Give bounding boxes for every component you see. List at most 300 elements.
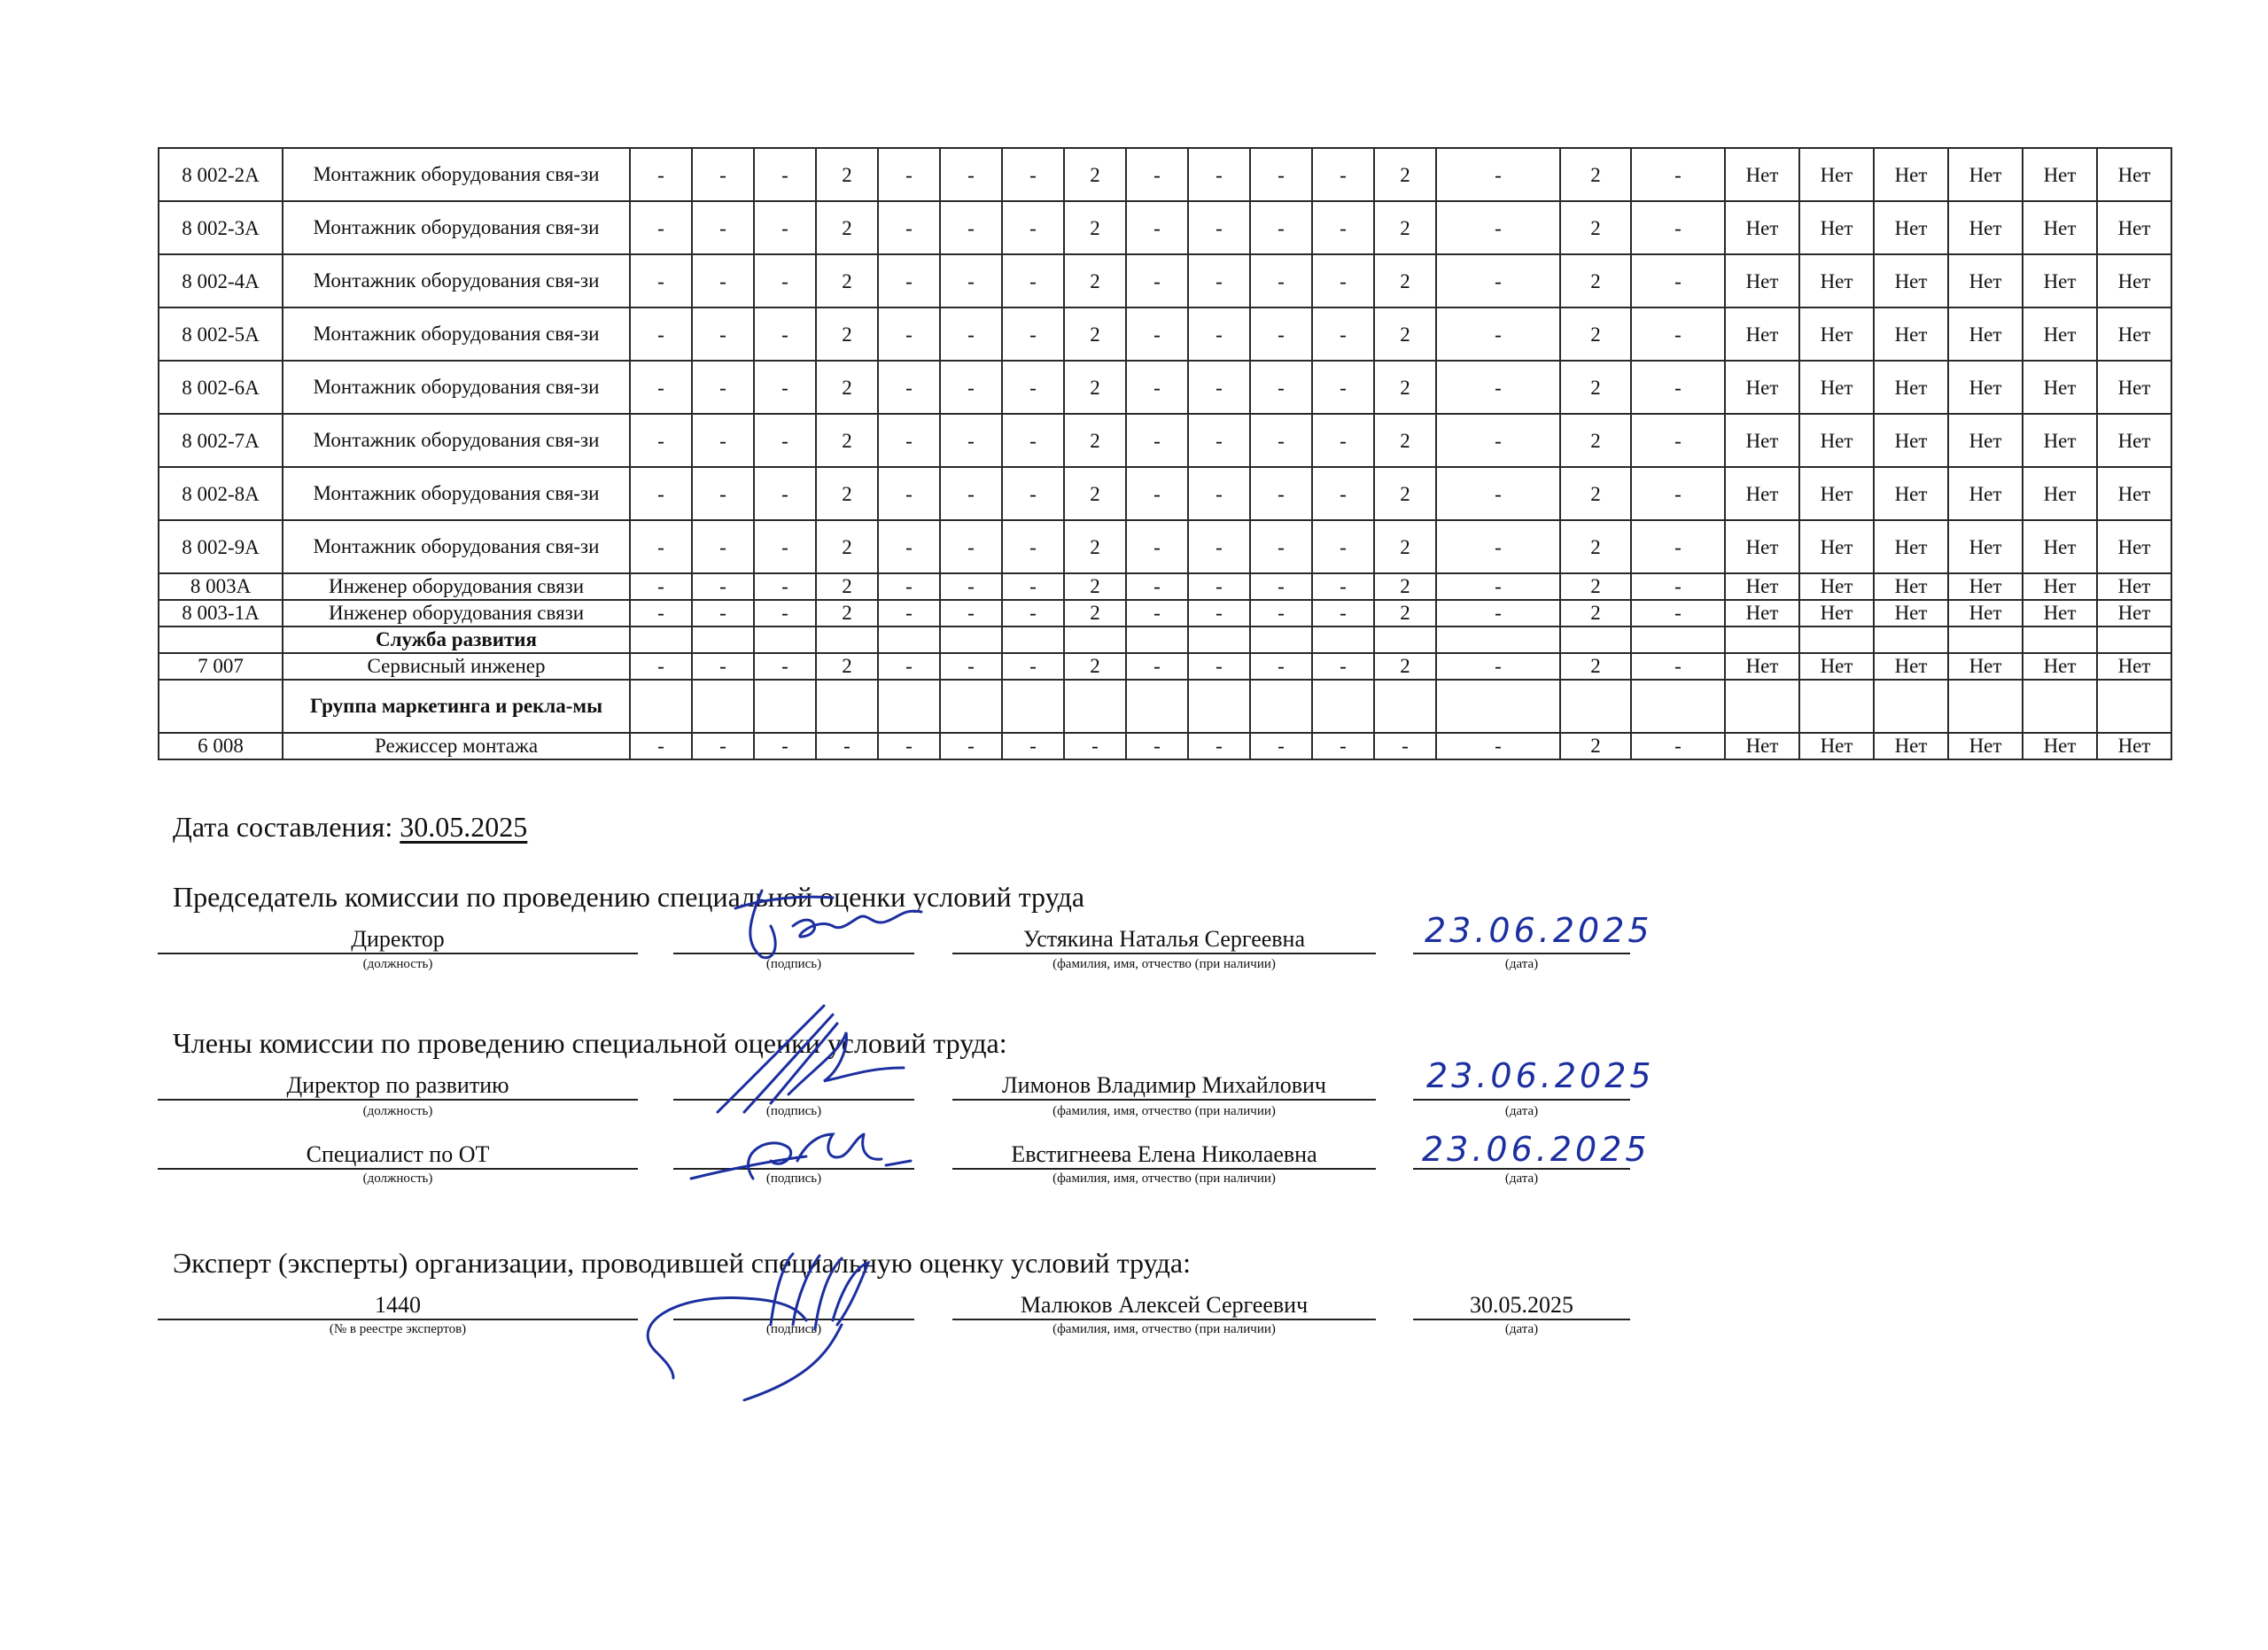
class-value-cell: - (878, 600, 940, 627)
empty-cell (1436, 627, 1560, 653)
caption-fullname: (фамилия, имя, отчество (при наличии) (1052, 1322, 1276, 1336)
class-value-cell: - (1312, 361, 1374, 414)
class-value-cell: - (754, 148, 816, 201)
class-value-cell: - (754, 414, 816, 467)
expert-registry-no: 1440 (158, 1292, 638, 1320)
workplace-position: Сервисный инженер (283, 653, 630, 680)
class-value-cell: - (940, 201, 1002, 254)
class-value-cell: - (630, 467, 692, 520)
flag-cell: Нет (1874, 307, 1948, 361)
class-value-cell: - (1436, 201, 1560, 254)
class-value-cell: - (816, 733, 878, 759)
class-value-cell: - (1631, 201, 1725, 254)
class-value-cell: - (630, 307, 692, 361)
compiled-date-label: Дата составления: (173, 811, 393, 843)
flag-cell: Нет (1799, 414, 1874, 467)
class-value-cell: - (1250, 733, 1312, 759)
sout-results-table (158, 147, 2172, 760)
flag-cell: Нет (1948, 520, 2023, 573)
class-value-cell: - (1002, 307, 1064, 361)
table-row (159, 573, 2171, 600)
class-value-cell: - (1250, 600, 1312, 627)
class-value-cell: - (1188, 254, 1250, 307)
flag-cell: Нет (2097, 573, 2171, 600)
flag-cell: Нет (1874, 573, 1948, 600)
flag-cell: Нет (1799, 148, 1874, 201)
class-value-cell: - (1126, 653, 1188, 680)
class-value-cell: - (692, 520, 754, 573)
empty-cell (1374, 680, 1436, 733)
class-value-cell: - (1631, 573, 1725, 600)
empty-cell (692, 627, 754, 653)
class-value-cell: - (1126, 361, 1188, 414)
class-value-cell: 2 (1560, 467, 1631, 520)
members-heading: Члены комиссии по проведению специальной оценки условий труда: (173, 1027, 1007, 1059)
workplace-position: Инженер оборудования связи (283, 600, 630, 627)
flag-cell: Нет (1948, 733, 2023, 759)
class-value-cell: - (1188, 520, 1250, 573)
caption-fullname: (фамилия, имя, отчество (при наличии) (1052, 957, 1276, 971)
class-value-cell: - (878, 254, 940, 307)
class-value-cell: - (1312, 573, 1374, 600)
class-value-cell: 2 (816, 307, 878, 361)
class-value-cell: - (878, 573, 940, 600)
class-value-cell: - (1374, 733, 1436, 759)
class-value-cell: - (1064, 733, 1126, 759)
class-value-cell: - (940, 733, 1002, 759)
workplace-number: 8 002-5А (159, 307, 283, 361)
flag-cell: Нет (2023, 733, 2097, 759)
workplace-number: 8 002-8А (159, 467, 283, 520)
table-row (159, 467, 2171, 520)
empty-cell (1188, 680, 1250, 733)
flag-cell: Нет (2023, 573, 2097, 600)
class-value-cell: - (1002, 148, 1064, 201)
section-title: Группа маркетинга и рекла-мы (283, 680, 630, 733)
class-value-cell: - (1250, 573, 1312, 600)
member-2-name: Евстигнеева Елена Николаевна (952, 1141, 1376, 1170)
section-row (159, 680, 2171, 733)
table-row (159, 361, 2171, 414)
workplace-position: Режиссер монтажа (283, 733, 630, 759)
flag-cell: Нет (1948, 254, 2023, 307)
class-value-cell: - (878, 361, 940, 414)
empty-cell (159, 627, 283, 653)
class-value-cell: 2 (1064, 600, 1126, 627)
caption-signature: (подпись) (765, 1171, 822, 1186)
class-value-cell: 2 (1560, 148, 1631, 201)
chairman-name: Устякина Наталья Сергеевна (952, 926, 1376, 954)
class-value-cell: - (1631, 414, 1725, 467)
flag-cell: Нет (1948, 148, 2023, 201)
workplace-position: Монтажник оборудования свя-зи (283, 520, 630, 573)
flag-cell: Нет (2097, 254, 2171, 307)
class-value-cell: - (1126, 414, 1188, 467)
class-value-cell: - (692, 573, 754, 600)
chairman-heading: Председатель комиссии по проведению специальной оценки условий труда (173, 881, 1085, 913)
class-value-cell: - (1436, 361, 1560, 414)
caption-fullname: (фамилия, имя, отчество (при наличии) (1052, 1171, 1276, 1186)
empty-cell (1312, 627, 1374, 653)
class-value-cell: 2 (1374, 361, 1436, 414)
flag-cell: Нет (1725, 600, 1799, 627)
class-value-cell: - (692, 307, 754, 361)
class-value-cell: - (1250, 520, 1312, 573)
flag-cell: Нет (1725, 361, 1799, 414)
flag-cell: Нет (1948, 307, 2023, 361)
class-value-cell: - (1436, 573, 1560, 600)
flag-cell: Нет (2097, 361, 2171, 414)
flag-cell: Нет (1799, 600, 1874, 627)
class-value-cell: - (1631, 733, 1725, 759)
class-value-cell: - (630, 201, 692, 254)
workplace-position: Монтажник оборудования свя-зи (283, 201, 630, 254)
flag-cell: Нет (1799, 201, 1874, 254)
class-value-cell: - (1250, 307, 1312, 361)
empty-cell (1725, 627, 1799, 653)
class-value-cell: - (1002, 600, 1064, 627)
class-value-cell: - (754, 201, 816, 254)
class-value-cell: - (1002, 573, 1064, 600)
workplace-number: 6 008 (159, 733, 283, 759)
class-value-cell: - (1312, 307, 1374, 361)
class-value-cell: 2 (1374, 653, 1436, 680)
class-value-cell: - (1126, 467, 1188, 520)
class-value-cell: - (692, 733, 754, 759)
class-value-cell: 2 (1064, 653, 1126, 680)
class-value-cell: - (692, 254, 754, 307)
class-value-cell: - (630, 148, 692, 201)
caption-position: (должность) (362, 1171, 433, 1186)
workplace-number: 8 002-3А (159, 201, 283, 254)
workplace-number: 8 002-4А (159, 254, 283, 307)
member-2-date-handwritten: 23.06.2025 (1422, 1130, 1651, 1169)
class-value-cell: - (1002, 733, 1064, 759)
class-value-cell: - (1312, 201, 1374, 254)
class-value-cell: - (692, 600, 754, 627)
empty-cell (816, 680, 878, 733)
flag-cell: Нет (2097, 733, 2171, 759)
class-value-cell: - (1312, 467, 1374, 520)
flag-cell: Нет (2023, 307, 2097, 361)
workplace-position: Монтажник оборудования свя-зи (283, 414, 630, 467)
workplace-number: 8 002-6А (159, 361, 283, 414)
class-value-cell: - (630, 600, 692, 627)
flag-cell: Нет (2097, 467, 2171, 520)
class-value-cell: - (1250, 148, 1312, 201)
class-value-cell: - (1312, 733, 1374, 759)
class-value-cell: - (630, 653, 692, 680)
empty-cell (1374, 627, 1436, 653)
flag-cell: Нет (2023, 361, 2097, 414)
empty-cell (1948, 627, 2023, 653)
class-value-cell: 2 (816, 148, 878, 201)
table-row (159, 414, 2171, 467)
class-value-cell: - (692, 414, 754, 467)
class-value-cell: 2 (1064, 361, 1126, 414)
workplace-position: Монтажник оборудования свя-зи (283, 254, 630, 307)
class-value-cell: - (692, 148, 754, 201)
empty-cell (1064, 627, 1126, 653)
class-value-cell: 2 (1560, 414, 1631, 467)
empty-cell (1250, 680, 1312, 733)
class-value-cell: - (1188, 307, 1250, 361)
class-value-cell: 2 (1374, 414, 1436, 467)
class-value-cell: - (692, 361, 754, 414)
flag-cell: Нет (1725, 573, 1799, 600)
empty-cell (878, 627, 940, 653)
flag-cell: Нет (1874, 600, 1948, 627)
caption-date: (дата) (1504, 957, 1539, 971)
class-value-cell: - (1126, 573, 1188, 600)
flag-cell: Нет (1725, 653, 1799, 680)
class-value-cell: - (1126, 733, 1188, 759)
class-value-cell: 2 (1374, 600, 1436, 627)
class-value-cell: - (1002, 254, 1064, 307)
class-value-cell: - (1436, 148, 1560, 201)
member-1-date-handwritten: 23.06.2025 (1426, 1056, 1655, 1095)
table-row (159, 653, 2171, 680)
empty-cell (2023, 680, 2097, 733)
flag-cell: Нет (2097, 600, 2171, 627)
member-1-position: Директор по развитию (158, 1072, 638, 1101)
class-value-cell: - (1631, 520, 1725, 573)
caption-date: (дата) (1504, 1104, 1539, 1118)
class-value-cell: 2 (1374, 573, 1436, 600)
flag-cell: Нет (2023, 148, 2097, 201)
class-value-cell: - (1250, 414, 1312, 467)
class-value-cell: - (754, 600, 816, 627)
class-value-cell: - (1188, 733, 1250, 759)
flag-cell: Нет (1799, 467, 1874, 520)
class-value-cell: - (940, 573, 1002, 600)
flag-cell: Нет (1725, 307, 1799, 361)
flag-cell: Нет (2023, 467, 2097, 520)
table-row (159, 254, 2171, 307)
flag-cell: Нет (1874, 148, 1948, 201)
flag-cell: Нет (1799, 361, 1874, 414)
class-value-cell: 2 (1064, 414, 1126, 467)
expert-heading: Эксперт (эксперты) организации, проводившей специальную оценку условий труда: (173, 1247, 1191, 1279)
class-value-cell: - (1631, 467, 1725, 520)
class-value-cell: - (1126, 600, 1188, 627)
empty-cell (1799, 627, 1874, 653)
caption-date: (дата) (1504, 1171, 1539, 1186)
flag-cell: Нет (1799, 733, 1874, 759)
empty-cell (1560, 627, 1631, 653)
class-value-cell: 2 (816, 361, 878, 414)
workplace-number: 7 007 (159, 653, 283, 680)
class-value-cell: - (630, 520, 692, 573)
caption-position: (должность) (362, 957, 433, 971)
table-row (159, 520, 2171, 573)
expert-date: 30.05.2025 (1413, 1292, 1630, 1320)
workplace-position: Монтажник оборудования свя-зи (283, 307, 630, 361)
class-value-cell: - (692, 653, 754, 680)
class-value-cell: - (1631, 361, 1725, 414)
compiled-date-line (173, 810, 534, 844)
empty-cell (1631, 680, 1725, 733)
class-value-cell: - (630, 361, 692, 414)
class-value-cell: 2 (1064, 148, 1126, 201)
chairman-date-handwritten: 23.06.2025 (1425, 911, 1653, 950)
flag-cell: Нет (1948, 467, 2023, 520)
member-1-signature (691, 997, 921, 1121)
table-row (159, 733, 2171, 759)
empty-cell (2097, 680, 2171, 733)
class-value-cell: - (940, 600, 1002, 627)
class-value-cell: - (1250, 361, 1312, 414)
flag-cell: Нет (1725, 520, 1799, 573)
table-row (159, 600, 2171, 627)
empty-cell (878, 680, 940, 733)
class-value-cell: 2 (1064, 467, 1126, 520)
class-value-cell: - (754, 520, 816, 573)
class-value-cell: - (1002, 520, 1064, 573)
class-value-cell: 2 (1374, 201, 1436, 254)
class-value-cell: - (754, 254, 816, 307)
empty-cell (1002, 627, 1064, 653)
class-value-cell: 2 (1064, 254, 1126, 307)
workplace-position: Монтажник оборудования свя-зи (283, 148, 630, 201)
class-value-cell: - (1436, 307, 1560, 361)
flag-cell: Нет (1874, 733, 1948, 759)
member-2-position: Специалист по ОТ (158, 1141, 638, 1170)
flag-cell: Нет (1948, 573, 2023, 600)
flag-cell: Нет (1725, 467, 1799, 520)
empty-cell (630, 680, 692, 733)
flag-cell: Нет (1725, 414, 1799, 467)
class-value-cell: - (878, 414, 940, 467)
caption-signature: (подпись) (765, 1104, 822, 1118)
caption-date: (дата) (1504, 1322, 1539, 1336)
class-value-cell: - (1002, 201, 1064, 254)
class-value-cell: - (1126, 148, 1188, 201)
flag-cell: Нет (2097, 520, 2171, 573)
class-value-cell: - (1631, 600, 1725, 627)
workplace-position: Монтажник оборудования свя-зи (283, 467, 630, 520)
class-value-cell: - (1436, 733, 1560, 759)
flag-cell: Нет (1725, 201, 1799, 254)
class-value-cell: - (1188, 414, 1250, 467)
flag-cell: Нет (2023, 414, 2097, 467)
workplace-number: 8 002-2А (159, 148, 283, 201)
class-value-cell: - (1188, 653, 1250, 680)
empty-cell (1560, 680, 1631, 733)
flag-cell: Нет (2097, 653, 2171, 680)
flag-cell: Нет (1874, 201, 1948, 254)
class-value-cell: - (1188, 600, 1250, 627)
class-value-cell: - (754, 573, 816, 600)
class-value-cell: - (1126, 201, 1188, 254)
class-value-cell: - (1002, 653, 1064, 680)
empty-cell (630, 627, 692, 653)
class-value-cell: - (1436, 254, 1560, 307)
table-body (159, 148, 2171, 759)
class-value-cell: - (878, 467, 940, 520)
class-value-cell: 2 (1374, 467, 1436, 520)
flag-cell: Нет (2023, 653, 2097, 680)
class-value-cell: - (940, 414, 1002, 467)
class-value-cell: - (630, 573, 692, 600)
class-value-cell: - (1188, 573, 1250, 600)
empty-cell (1126, 680, 1188, 733)
flag-cell: Нет (1948, 653, 2023, 680)
class-value-cell: 2 (816, 573, 878, 600)
class-value-cell: 2 (1064, 573, 1126, 600)
flag-cell: Нет (2023, 520, 2097, 573)
workplace-position: Монтажник оборудования свя-зи (283, 361, 630, 414)
flag-cell: Нет (1799, 520, 1874, 573)
class-value-cell: - (1436, 600, 1560, 627)
flag-cell: Нет (1874, 520, 1948, 573)
class-value-cell: - (630, 414, 692, 467)
class-value-cell: - (1312, 414, 1374, 467)
class-value-cell: - (878, 201, 940, 254)
class-value-cell: 2 (816, 600, 878, 627)
empty-cell (754, 680, 816, 733)
flag-cell: Нет (2097, 307, 2171, 361)
flag-cell: Нет (1948, 201, 2023, 254)
section-row (159, 627, 2171, 653)
empty-cell (940, 627, 1002, 653)
class-value-cell: 2 (816, 201, 878, 254)
workplace-number: 8 003А (159, 573, 283, 600)
empty-cell (1799, 680, 1874, 733)
class-value-cell: - (940, 520, 1002, 573)
class-value-cell: - (1250, 254, 1312, 307)
table-row (159, 307, 2171, 361)
flag-cell: Нет (2023, 600, 2097, 627)
class-value-cell: - (1631, 307, 1725, 361)
caption-fullname: (фамилия, имя, отчество (при наличии) (1052, 1104, 1276, 1118)
class-value-cell: 2 (1560, 361, 1631, 414)
flag-cell: Нет (1874, 653, 1948, 680)
class-value-cell: - (878, 733, 940, 759)
class-value-cell: - (1002, 467, 1064, 520)
class-value-cell: - (1312, 520, 1374, 573)
flag-cell: Нет (1725, 148, 1799, 201)
class-value-cell: 2 (1560, 653, 1631, 680)
class-value-cell: 2 (816, 467, 878, 520)
class-value-cell: - (878, 148, 940, 201)
class-value-cell: - (940, 653, 1002, 680)
flag-cell: Нет (1799, 573, 1874, 600)
empty-cell (940, 680, 1002, 733)
class-value-cell: - (1631, 653, 1725, 680)
class-value-cell: - (878, 520, 940, 573)
flag-cell: Нет (1799, 653, 1874, 680)
class-value-cell: 2 (1560, 573, 1631, 600)
class-value-cell: - (940, 254, 1002, 307)
class-value-cell: - (630, 733, 692, 759)
class-value-cell: - (754, 733, 816, 759)
class-value-cell: 2 (1374, 307, 1436, 361)
class-value-cell: - (630, 254, 692, 307)
class-value-cell: 2 (816, 254, 878, 307)
empty-cell (159, 680, 283, 733)
member-1-name: Лимонов Владимир Михайлович (952, 1072, 1376, 1101)
expert-name: Малюков Алексей Сергеевич (952, 1292, 1376, 1320)
flag-cell: Нет (1948, 414, 2023, 467)
class-value-cell: 2 (1560, 600, 1631, 627)
empty-cell (1725, 680, 1799, 733)
class-value-cell: - (1188, 201, 1250, 254)
class-value-cell: - (754, 307, 816, 361)
class-value-cell: - (754, 361, 816, 414)
class-value-cell: - (1312, 600, 1374, 627)
class-value-cell: - (1631, 148, 1725, 201)
